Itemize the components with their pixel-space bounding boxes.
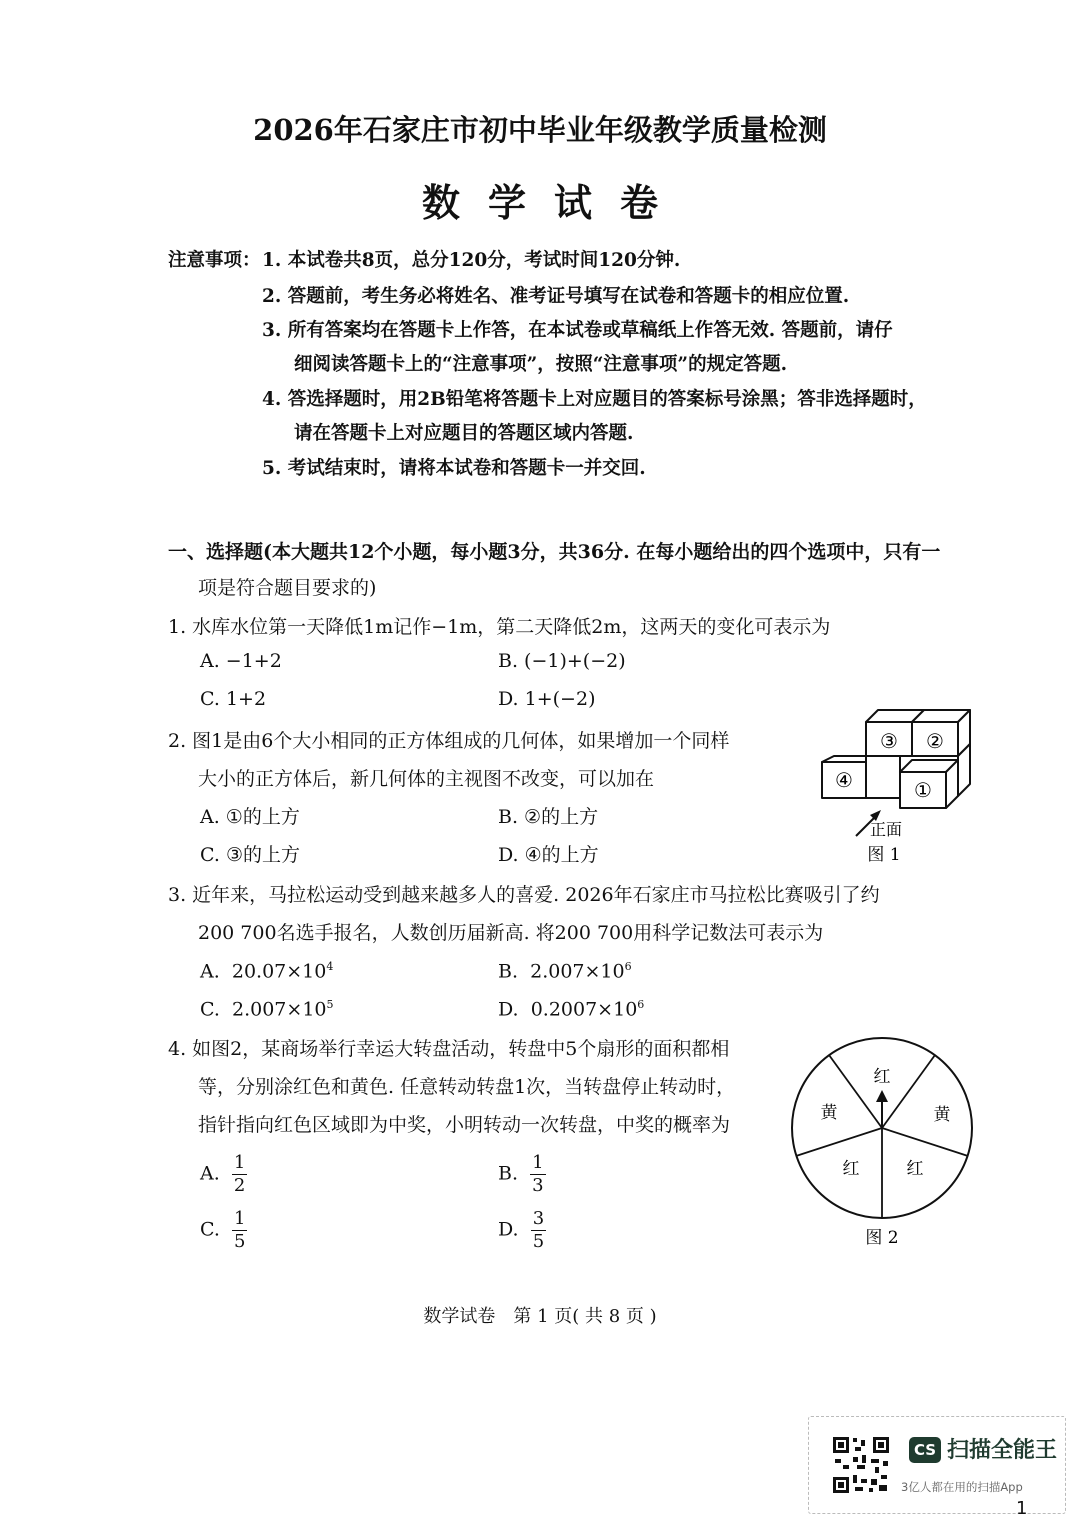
question-3-stem-cont: 200 700名选手报名，人数创历届新高. 将200 700用科学记数法可表示为 bbox=[198, 922, 824, 944]
qr-code-icon bbox=[831, 1435, 891, 1495]
figure-2-caption: 图 2 bbox=[865, 1228, 899, 1248]
q3-option-b: B. $2.007\times 10^6$ bbox=[498, 960, 632, 983]
section-heading: 一、选择题(本大题共12个小题，每小题3分，共36分. 在每小题给出的四个选项中，只有一 bbox=[168, 541, 941, 563]
q2-option-d: D. ④的上方 bbox=[498, 844, 599, 866]
q1-option-c: C. 1+2 bbox=[200, 688, 267, 710]
fraction: $\frac{3}{5}$ bbox=[532, 1208, 545, 1252]
note-item: 4. 答选择题时，用2B铅笔将答题卡上对应题目的答案标号涂黑；答非选择题时， bbox=[262, 389, 927, 410]
sector-label-right: 黄 bbox=[933, 1105, 951, 1125]
q1-option-b: B. (−1)+(−2) bbox=[498, 650, 626, 672]
exam-title: 2026年石家庄市初中毕业年级教学质量检测 bbox=[253, 113, 827, 147]
fraction: $\frac{1}{5}$ bbox=[234, 1208, 246, 1252]
q2-option-c: C. ③的上方 bbox=[200, 844, 300, 866]
question-1-stem: 1. 水库水位第一天降低1m记作−1m，第二天降低2m，这两天的变化可表示为 bbox=[168, 616, 831, 638]
q4-option-c: C. $\frac{1}{5}$ bbox=[200, 1208, 246, 1252]
q3-option-d: D. $0.2007\times 10^6$ bbox=[498, 998, 645, 1021]
cube-label-1: ① bbox=[914, 778, 932, 802]
question-3-stem: 3. 近年来，马拉松运动受到越来越多人的喜爱. 2026年石家庄市马拉松比赛吸引了约 bbox=[168, 884, 880, 906]
cube-label-4: ④ bbox=[835, 768, 853, 792]
q2-option-b: B. ②的上方 bbox=[498, 806, 599, 828]
question-4-stem-cont: 等，分别涂红色和黄色. 任意转动转盘1次，当转盘停止转动时， bbox=[198, 1076, 736, 1098]
figure-1-caption: 图 1 bbox=[867, 845, 901, 865]
q4-option-d: D. $\frac{3}{5}$ bbox=[498, 1208, 545, 1252]
q1-option-a: A. −1+2 bbox=[200, 650, 282, 672]
scanner-app-name: 扫描全能王 bbox=[947, 1438, 1058, 1463]
front-label: 正面 bbox=[870, 820, 903, 839]
note-item: 2. 答题前，考生务必将姓名、准考证号填写在试卷和答题卡的相应位置. bbox=[262, 286, 850, 307]
page-number: 1 bbox=[1016, 1498, 1028, 1519]
q4-option-a: A. $\frac{1}{2}$ bbox=[200, 1152, 246, 1196]
note-item: 1. 本试卷共8页，总分120分，考试时间120分钟. bbox=[262, 250, 681, 271]
question-4-stem-cont2: 指针指向红色区域即为中奖，小明转动一次转盘，中奖的概率为 bbox=[198, 1114, 731, 1136]
q4-option-b: B. $\frac{1}{3}$ bbox=[498, 1152, 544, 1196]
note-item: 细阅读答题卡上的“注意事项”，按照“注意事项”的规定答题. bbox=[294, 354, 788, 375]
q1-option-d: D. 1+(−2) bbox=[498, 688, 596, 710]
q2-option-a: A. ①的上方 bbox=[200, 806, 300, 828]
cube-label-2: ② bbox=[926, 729, 944, 753]
question-2-stem: 2. 图1是由6个大小相同的正方体组成的几何体，如果增加一个同样 bbox=[168, 730, 730, 752]
sector-label-top: 红 bbox=[873, 1067, 891, 1087]
figure-2-spinner bbox=[785, 1036, 985, 1256]
section-heading-cont: 项是符合题目要求的) bbox=[198, 577, 377, 599]
scanner-tagline: 3亿人都在用的扫描App bbox=[901, 1480, 1023, 1494]
cs-logo-icon: CS bbox=[909, 1437, 941, 1463]
exam-subtitle: 数学试卷 bbox=[421, 180, 686, 225]
note-item: 5. 考试结束时，请将本试卷和答题卡一并交回. bbox=[262, 458, 646, 479]
question-2-stem-cont: 大小的正方体后，新几何体的主视图不改变，可以加在 bbox=[198, 768, 655, 790]
sector-label-left: 黄 bbox=[820, 1103, 838, 1123]
question-4-stem: 4. 如图2，某商场举行幸运大转盘活动，转盘中5个扇形的面积都相 bbox=[168, 1038, 730, 1060]
fraction: $\frac{1}{3}$ bbox=[532, 1152, 544, 1196]
sector-label-bottom-left: 红 bbox=[842, 1159, 860, 1179]
sector-label-bottom-right: 红 bbox=[906, 1159, 924, 1179]
q3-option-c: C. $2.007\times 10^5$ bbox=[200, 998, 334, 1021]
cube-label-3: ③ bbox=[880, 729, 898, 753]
notes-label: 注意事项： bbox=[168, 250, 261, 271]
note-item: 3. 所有答案均在答题卡上作答，在本试卷或草稿纸上作答无效. 答题前，请仔 bbox=[262, 320, 893, 341]
note-item: 请在答题卡上对应题目的答题区域内答题. bbox=[294, 423, 634, 444]
fraction: $\frac{1}{2}$ bbox=[233, 1152, 246, 1196]
page-footer: 数学试卷 第 1 页( 共 8 页 ) bbox=[423, 1306, 657, 1327]
q3-option-a: A. $20.07\times 10^4$ bbox=[200, 960, 334, 983]
figure-1-cubes bbox=[815, 702, 985, 872]
